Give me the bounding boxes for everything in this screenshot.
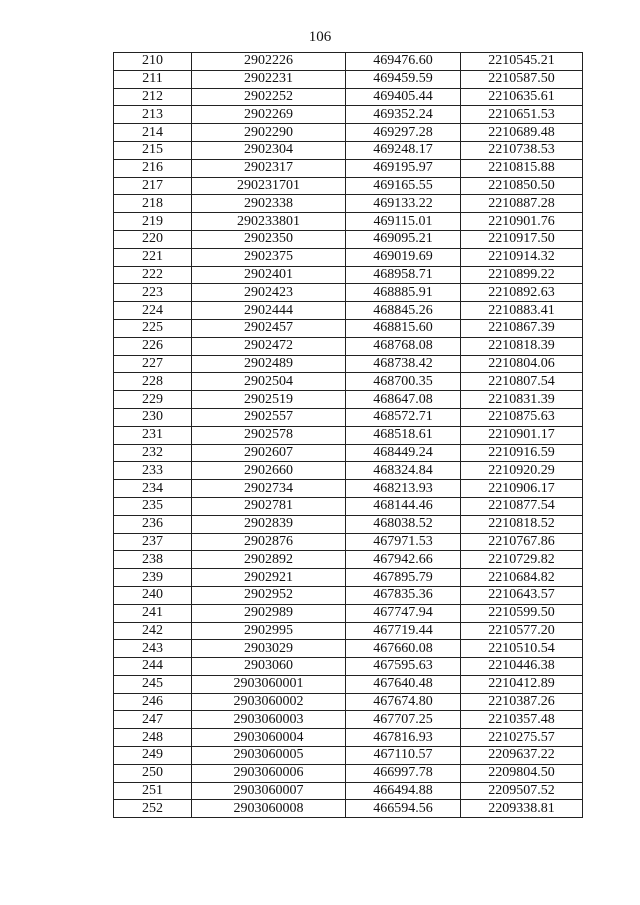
table-row: [114, 515, 583, 533]
point-id-cell: 2903060001: [192, 675, 346, 693]
point-id-cell: 2902489: [192, 355, 346, 373]
x-coordinate-cell: 468324.84: [346, 462, 461, 480]
row-number-cell: 243: [114, 640, 192, 658]
point-id-cell: 2902519: [192, 391, 346, 409]
y-coordinate-cell: 2210651.53: [461, 106, 583, 124]
table-row: [114, 266, 583, 284]
x-coordinate-cell: 467895.79: [346, 569, 461, 587]
row-number-cell: 227: [114, 355, 192, 373]
point-id-cell: 2902995: [192, 622, 346, 640]
row-number-cell: 223: [114, 284, 192, 302]
table-row: [114, 640, 583, 658]
row-number-cell: 235: [114, 497, 192, 515]
point-id-cell: 2903060007: [192, 782, 346, 800]
row-number-cell: 217: [114, 177, 192, 195]
row-number-cell: 218: [114, 195, 192, 213]
row-number-cell: 238: [114, 551, 192, 569]
table-row: [114, 373, 583, 391]
table-row: [114, 729, 583, 747]
y-coordinate-cell: 2210446.38: [461, 658, 583, 676]
point-id-cell: 2902504: [192, 373, 346, 391]
table-row: [114, 551, 583, 569]
row-number-cell: 210: [114, 53, 192, 71]
row-number-cell: 233: [114, 462, 192, 480]
x-coordinate-cell: 466594.56: [346, 800, 461, 818]
table-row: [114, 53, 583, 71]
x-coordinate-cell: 469476.60: [346, 53, 461, 71]
point-id-cell: 2902375: [192, 248, 346, 266]
coordinates-table-body: [114, 53, 583, 818]
point-id-cell: 2903060006: [192, 764, 346, 782]
point-id-cell: 2902660: [192, 462, 346, 480]
y-coordinate-cell: 2210643.57: [461, 586, 583, 604]
point-id-cell: 2902876: [192, 533, 346, 551]
x-coordinate-cell: 468038.52: [346, 515, 461, 533]
row-number-cell: 228: [114, 373, 192, 391]
row-number-cell: 211: [114, 70, 192, 88]
y-coordinate-cell: 2210901.17: [461, 426, 583, 444]
x-coordinate-cell: 468449.24: [346, 444, 461, 462]
table-row: [114, 124, 583, 142]
table-row: [114, 711, 583, 729]
point-id-cell: 2902457: [192, 319, 346, 337]
y-coordinate-cell: 2210587.50: [461, 70, 583, 88]
row-number-cell: 230: [114, 408, 192, 426]
x-coordinate-cell: 468572.71: [346, 408, 461, 426]
table-row: [114, 444, 583, 462]
row-number-cell: 244: [114, 658, 192, 676]
row-number-cell: 237: [114, 533, 192, 551]
y-coordinate-cell: 2210917.50: [461, 230, 583, 248]
row-number-cell: 240: [114, 586, 192, 604]
point-id-cell: 290233801: [192, 213, 346, 231]
x-coordinate-cell: 469115.01: [346, 213, 461, 231]
table-row: [114, 408, 583, 426]
y-coordinate-cell: 2210577.20: [461, 622, 583, 640]
row-number-cell: 248: [114, 729, 192, 747]
y-coordinate-cell: 2210877.54: [461, 497, 583, 515]
x-coordinate-cell: 467942.66: [346, 551, 461, 569]
y-coordinate-cell: 2210883.41: [461, 302, 583, 320]
row-number-cell: 242: [114, 622, 192, 640]
x-coordinate-cell: 467971.53: [346, 533, 461, 551]
y-coordinate-cell: 2210545.21: [461, 53, 583, 71]
coordinates-table: [113, 52, 583, 818]
x-coordinate-cell: 468647.08: [346, 391, 461, 409]
point-id-cell: 2903060004: [192, 729, 346, 747]
table-row: [114, 533, 583, 551]
point-id-cell: 2902952: [192, 586, 346, 604]
x-coordinate-cell: 469297.28: [346, 124, 461, 142]
x-coordinate-cell: 467110.57: [346, 747, 461, 765]
x-coordinate-cell: 468213.93: [346, 480, 461, 498]
row-number-cell: 234: [114, 480, 192, 498]
x-coordinate-cell: 467747.94: [346, 604, 461, 622]
y-coordinate-cell: 2210767.86: [461, 533, 583, 551]
y-coordinate-cell: 2210867.39: [461, 319, 583, 337]
x-coordinate-cell: 468885.91: [346, 284, 461, 302]
point-id-cell: 2902557: [192, 408, 346, 426]
row-number-cell: 225: [114, 319, 192, 337]
point-id-cell: 2902444: [192, 302, 346, 320]
y-coordinate-cell: 2210850.50: [461, 177, 583, 195]
table-row: [114, 622, 583, 640]
table-row: [114, 747, 583, 765]
row-number-cell: 213: [114, 106, 192, 124]
y-coordinate-cell: 2210387.26: [461, 693, 583, 711]
table-row: [114, 693, 583, 711]
point-id-cell: 2903060: [192, 658, 346, 676]
x-coordinate-cell: 468958.71: [346, 266, 461, 284]
y-coordinate-cell: 2210815.88: [461, 159, 583, 177]
x-coordinate-cell: 468518.61: [346, 426, 461, 444]
point-id-cell: 2902781: [192, 497, 346, 515]
table-row: [114, 213, 583, 231]
y-coordinate-cell: 2210807.54: [461, 373, 583, 391]
table-row: [114, 800, 583, 818]
y-coordinate-cell: 2210599.50: [461, 604, 583, 622]
row-number-cell: 215: [114, 141, 192, 159]
table-row: [114, 391, 583, 409]
point-id-cell: 2902304: [192, 141, 346, 159]
x-coordinate-cell: 468738.42: [346, 355, 461, 373]
row-number-cell: 246: [114, 693, 192, 711]
table-row: [114, 569, 583, 587]
point-id-cell: 2902252: [192, 88, 346, 106]
table-row: [114, 337, 583, 355]
table-row: [114, 230, 583, 248]
point-id-cell: 2902269: [192, 106, 346, 124]
table-row: [114, 195, 583, 213]
point-id-cell: 2902338: [192, 195, 346, 213]
table-row: [114, 658, 583, 676]
x-coordinate-cell: 469459.59: [346, 70, 461, 88]
row-number-cell: 231: [114, 426, 192, 444]
point-id-cell: 2902734: [192, 480, 346, 498]
x-coordinate-cell: 469248.17: [346, 141, 461, 159]
row-number-cell: 252: [114, 800, 192, 818]
table-row: [114, 159, 583, 177]
x-coordinate-cell: 467660.08: [346, 640, 461, 658]
x-coordinate-cell: 469195.97: [346, 159, 461, 177]
x-coordinate-cell: 469165.55: [346, 177, 461, 195]
row-number-cell: 250: [114, 764, 192, 782]
point-id-cell: 2902892: [192, 551, 346, 569]
point-id-cell: 2902423: [192, 284, 346, 302]
point-id-cell: 2902226: [192, 53, 346, 71]
y-coordinate-cell: 2210818.52: [461, 515, 583, 533]
y-coordinate-cell: 2209338.81: [461, 800, 583, 818]
x-coordinate-cell: 467595.63: [346, 658, 461, 676]
point-id-cell: 2902401: [192, 266, 346, 284]
table-row: [114, 497, 583, 515]
x-coordinate-cell: 469133.22: [346, 195, 461, 213]
y-coordinate-cell: 2210412.89: [461, 675, 583, 693]
table-row: [114, 355, 583, 373]
row-number-cell: 214: [114, 124, 192, 142]
point-id-cell: 2902989: [192, 604, 346, 622]
x-coordinate-cell: 468768.08: [346, 337, 461, 355]
y-coordinate-cell: 2210892.63: [461, 284, 583, 302]
y-coordinate-cell: 2210914.32: [461, 248, 583, 266]
y-coordinate-cell: 2210920.29: [461, 462, 583, 480]
point-id-cell: 2902317: [192, 159, 346, 177]
point-id-cell: 2902472: [192, 337, 346, 355]
x-coordinate-cell: 468700.35: [346, 373, 461, 391]
row-number-cell: 226: [114, 337, 192, 355]
table-row: [114, 141, 583, 159]
y-coordinate-cell: 2209637.22: [461, 747, 583, 765]
x-coordinate-cell: 467640.48: [346, 675, 461, 693]
x-coordinate-cell: 469095.21: [346, 230, 461, 248]
table-row: [114, 70, 583, 88]
row-number-cell: 245: [114, 675, 192, 693]
y-coordinate-cell: 2210899.22: [461, 266, 583, 284]
page-number: 106: [308, 29, 332, 45]
table-row: [114, 462, 583, 480]
y-coordinate-cell: 2209507.52: [461, 782, 583, 800]
x-coordinate-cell: 468144.46: [346, 497, 461, 515]
table-row: [114, 586, 583, 604]
y-coordinate-cell: 2210906.17: [461, 480, 583, 498]
table-row: [114, 177, 583, 195]
row-number-cell: 222: [114, 266, 192, 284]
point-id-cell: 2902578: [192, 426, 346, 444]
y-coordinate-cell: 2210901.76: [461, 213, 583, 231]
point-id-cell: 290231701: [192, 177, 346, 195]
x-coordinate-cell: 467835.36: [346, 586, 461, 604]
y-coordinate-cell: 2210831.39: [461, 391, 583, 409]
y-coordinate-cell: 2210689.48: [461, 124, 583, 142]
row-number-cell: 241: [114, 604, 192, 622]
table-row: [114, 106, 583, 124]
y-coordinate-cell: 2210510.54: [461, 640, 583, 658]
row-number-cell: 249: [114, 747, 192, 765]
x-coordinate-cell: 468815.60: [346, 319, 461, 337]
row-number-cell: 216: [114, 159, 192, 177]
row-number-cell: 232: [114, 444, 192, 462]
y-coordinate-cell: 2210818.39: [461, 337, 583, 355]
table-row: [114, 248, 583, 266]
y-coordinate-cell: 2210804.06: [461, 355, 583, 373]
x-coordinate-cell: 466494.88: [346, 782, 461, 800]
x-coordinate-cell: 467719.44: [346, 622, 461, 640]
y-coordinate-cell: 2210875.63: [461, 408, 583, 426]
table-row: [114, 764, 583, 782]
y-coordinate-cell: 2209804.50: [461, 764, 583, 782]
table-row: [114, 675, 583, 693]
x-coordinate-cell: 467816.93: [346, 729, 461, 747]
y-coordinate-cell: 2210684.82: [461, 569, 583, 587]
x-coordinate-cell: 469405.44: [346, 88, 461, 106]
row-number-cell: 236: [114, 515, 192, 533]
y-coordinate-cell: 2210275.57: [461, 729, 583, 747]
table-row: [114, 319, 583, 337]
table-row: [114, 604, 583, 622]
y-coordinate-cell: 2210887.28: [461, 195, 583, 213]
row-number-cell: 239: [114, 569, 192, 587]
x-coordinate-cell: 467674.80: [346, 693, 461, 711]
y-coordinate-cell: 2210916.59: [461, 444, 583, 462]
table-row: [114, 782, 583, 800]
point-id-cell: 2903060005: [192, 747, 346, 765]
point-id-cell: 2903060002: [192, 693, 346, 711]
y-coordinate-cell: 2210635.61: [461, 88, 583, 106]
row-number-cell: 221: [114, 248, 192, 266]
row-number-cell: 224: [114, 302, 192, 320]
x-coordinate-cell: 467707.25: [346, 711, 461, 729]
x-coordinate-cell: 469352.24: [346, 106, 461, 124]
point-id-cell: 2902350: [192, 230, 346, 248]
row-number-cell: 229: [114, 391, 192, 409]
row-number-cell: 219: [114, 213, 192, 231]
y-coordinate-cell: 2210357.48: [461, 711, 583, 729]
row-number-cell: 212: [114, 88, 192, 106]
x-coordinate-cell: 466997.78: [346, 764, 461, 782]
point-id-cell: 2903060003: [192, 711, 346, 729]
point-id-cell: 2903060008: [192, 800, 346, 818]
y-coordinate-cell: 2210729.82: [461, 551, 583, 569]
table-row: [114, 88, 583, 106]
x-coordinate-cell: 468845.26: [346, 302, 461, 320]
point-id-cell: 2902921: [192, 569, 346, 587]
row-number-cell: 220: [114, 230, 192, 248]
y-coordinate-cell: 2210738.53: [461, 141, 583, 159]
point-id-cell: 2902290: [192, 124, 346, 142]
point-id-cell: 2902839: [192, 515, 346, 533]
point-id-cell: 2902231: [192, 70, 346, 88]
point-id-cell: 2902607: [192, 444, 346, 462]
x-coordinate-cell: 469019.69: [346, 248, 461, 266]
row-number-cell: 251: [114, 782, 192, 800]
table-row: [114, 480, 583, 498]
row-number-cell: 247: [114, 711, 192, 729]
table-row: [114, 426, 583, 444]
table-row: [114, 284, 583, 302]
point-id-cell: 2903029: [192, 640, 346, 658]
table-row: [114, 302, 583, 320]
